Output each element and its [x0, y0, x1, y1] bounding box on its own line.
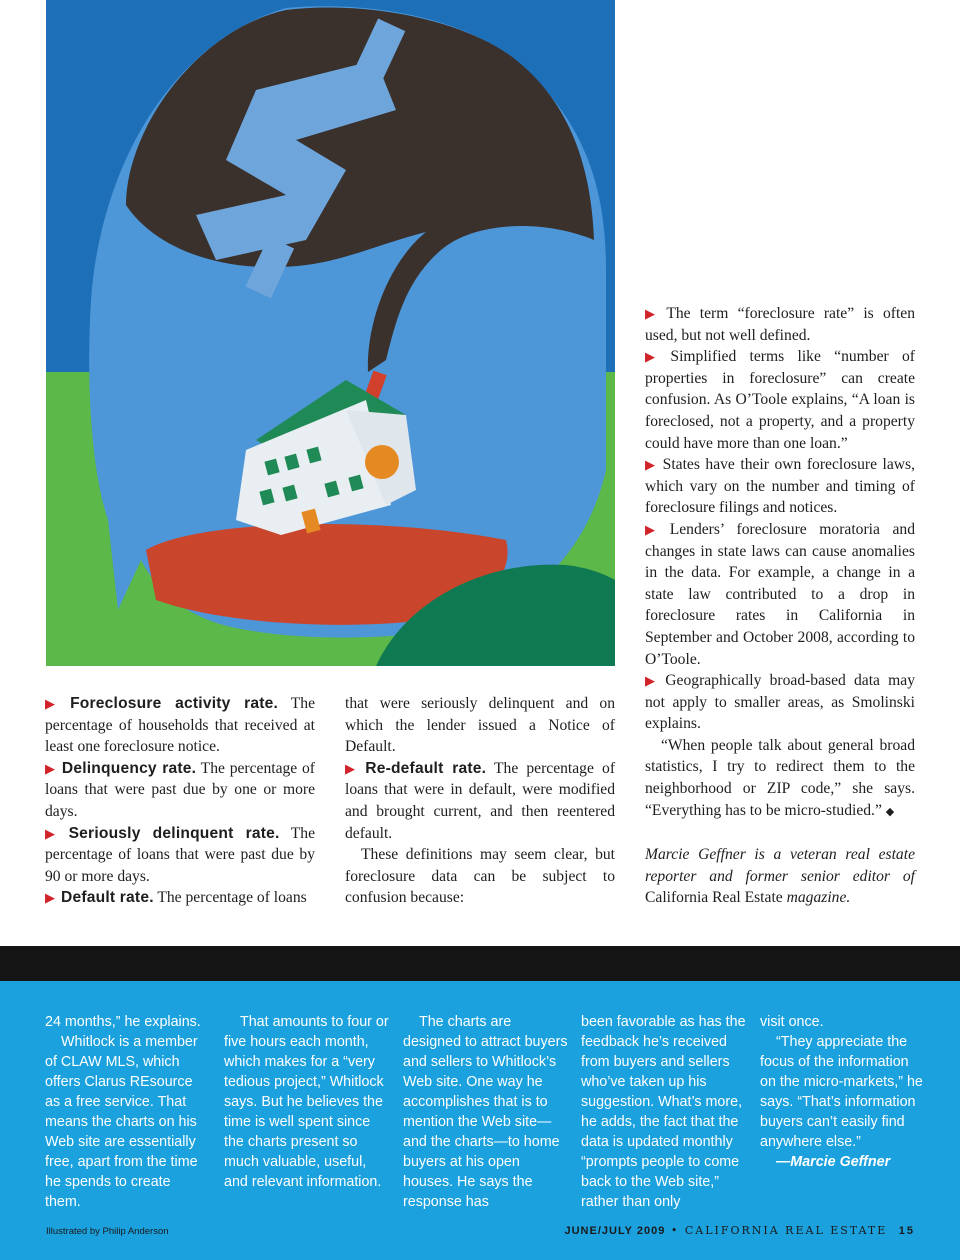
illustration-house-dollar-bubble [46, 0, 615, 666]
arrow-bullet-icon: ▶ [45, 760, 56, 776]
arrow-bullet-icon: ▶ [45, 825, 63, 841]
illustration-credit: Illustrated by Philip Anderson [46, 1226, 169, 1237]
arrow-bullet-icon: ▶ [45, 890, 55, 906]
definition-seriously-delinquent: ▶ Seriously delinquent rate. The percentage of loans that were past due by 90 or more days. [45, 824, 315, 885]
closing-quote: “When people talk about general broad statistics, I try to redirect them to the neighborhood or ZIP code,” she says. “Everything has to be micro-studied.” ◆ [645, 736, 915, 819]
sidebar-column-2: That amounts to four or five hours each month, which makes for a “very tedious project,” Whitlock says. But he believes the time is well spent since the charts present so much valuable, useful, and relevant information. [224, 1014, 389, 1190]
bullet-foreclosure-rate: ▶ The term “foreclosure rate” is often used, but not well defined. [645, 305, 916, 344]
definition-default: ▶ Default rate. The percentage of loans [45, 889, 307, 907]
sidebar-column-3: The charts are designed to attract buyers and sellers to Whitlock’s Web site. One way he accomplishes that is to mention the Web site—and the charts—to home buyers at his open houses. He says the response has [403, 1014, 568, 1210]
bullet-simplified-terms: ▶ Simplified terms like “number of properties in foreclosure” can create confusion. As O’Toole explains, “A loan is foreclosed, not a property, and a property could have more than one loan.” [645, 348, 915, 452]
definition-delinquency: ▶ Delinquency rate. The percentage of loans that were past due by one or more days. [45, 759, 316, 820]
bullet-geographic: ▶ Geographically broad-based data may not apply to smaller areas, as Smolinski explains. [645, 672, 916, 733]
definition-redefault: ▶ Re-default rate. The percentage of loans that were in default, were modified and brought current, and then reentered default. [345, 759, 616, 842]
definition-default-continued: that were seriously delinquent and on which the lender issued a Notice of Default. [345, 695, 615, 756]
column-2-definitions [345, 693, 615, 909]
arrow-bullet-icon: ▶ [645, 521, 664, 537]
bullet-state-laws: ▶ States have their own foreclosure laws, which vary on the number and timing of foreclosure filings and notices. [645, 456, 916, 517]
end-mark-icon: ◆ [885, 805, 895, 818]
sidebar-byline: —Marcie Geffner [776, 1154, 891, 1170]
arrow-bullet-icon: ▶ [345, 760, 360, 776]
arrow-bullet-icon: ▶ [645, 673, 660, 689]
page-number: 15 [898, 1225, 915, 1237]
folio-separator: • [670, 1224, 680, 1237]
arrow-bullet-icon: ▶ [45, 696, 65, 711]
sidebar-column-5: visit once. “They appreciate the focus of the information on the micro-markets,” he says. “That’s information buyers can’t easily find anywhere else.” —Marcie Geffner [760, 1012, 925, 1172]
author-bio: Marcie Geffner is a veteran real estate reporter and former senior editor of California Real Estate magazine. [645, 846, 915, 907]
issue-date: JUNE/JULY 2009 [564, 1225, 666, 1237]
magazine-name: CALIFORNIA REAL ESTATE [684, 1224, 888, 1237]
page-folio [564, 1224, 915, 1237]
column-1-definitions [45, 693, 315, 909]
confusion-intro: These definitions may seem clear, but foreclosure data can be subject to confusion because: [345, 846, 615, 907]
sidebar-column-4: been favorable as has the feedback he’s received from buyers and sellers who’ve taken up his suggestion. What’s more, he adds, the fact that the data is updated monthly “prompts people to come back to the Web site,” rather than only [581, 1014, 746, 1210]
sidebar-column-1: 24 months,” he explains. Whitlock is a member of CLAW MLS, which offers Clarus REsource as a free service. That means the charts on his Web site are essentially free, apart from the time he spends to create them. [45, 1014, 201, 1210]
column-3-confusion-list [645, 303, 915, 909]
definition-foreclosure-activity: ▶ Foreclosure activity rate. The percentage of households that received at least one foreclosure notice. [45, 695, 315, 756]
arrow-bullet-icon: ▶ [645, 457, 657, 473]
bullet-moratoria: ▶ Lenders’ foreclosure moratoria and changes in state laws can cause anomalies in the data. For example, a change in a state law contributed to a drop in foreclosure rates in California in September and October 2008, according to O’Toole. [645, 520, 916, 668]
arrow-bullet-icon: ▶ [645, 306, 661, 321]
sidebar-top-band [0, 946, 960, 981]
arrow-bullet-icon: ▶ [645, 349, 665, 365]
